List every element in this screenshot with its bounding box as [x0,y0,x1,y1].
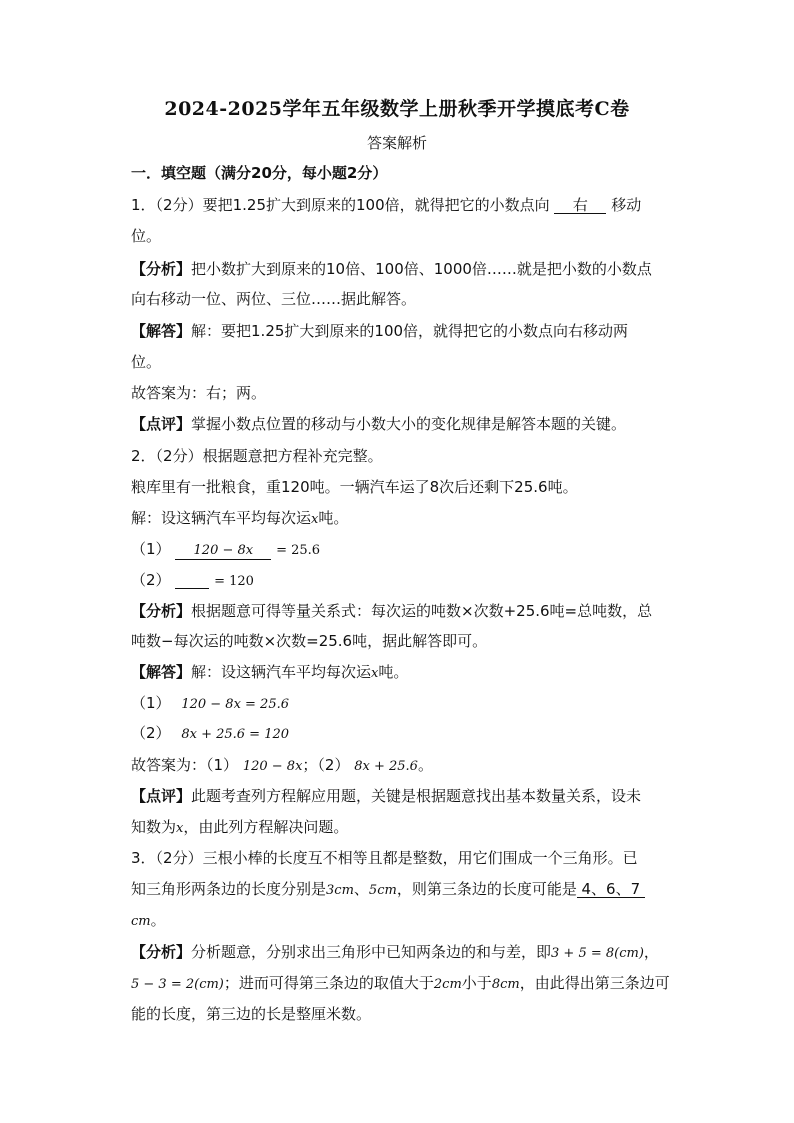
q3-unit: cm [131,914,151,929]
q2-eq1-label: （1） [131,540,171,558]
q2-comment-cont-text: 知数为 [131,818,177,836]
page-subtitle: 答案解析 [366,134,427,152]
q2-sol2 [131,723,289,745]
q2-eq2-blank [175,572,209,589]
q3-sum-expr: 3 + 5 = 8(cm) [551,946,644,961]
q3-analysis-less: 小于 [461,974,492,992]
q1-analysis-cont: 向右移动一位、两位、三位……据此解答。 [131,290,417,308]
q3-stem-end [131,910,166,932]
q3-lower-bound: 2cm [433,977,462,992]
solution-tag: 【解答】 [131,663,192,681]
q2-solution [131,662,408,684]
q2-let-text: 解：设这辆汽车平均每次运 [131,509,312,527]
q3-stem-tail: ，则第三条边的长度可能是 [396,880,577,898]
q1-stem-text: 1．（2分）要把1.25扩大到原来的100倍，就得把它的小数点向 [131,196,550,214]
analysis-tag: 【分析】 [131,943,192,961]
analysis-tag: 【分析】 [131,602,192,620]
q1-solution [131,321,628,341]
q3-length-2: 5cm [368,883,397,898]
q3-analysis-end: 能的长度，第三边的长是整厘米数。 [131,1005,372,1023]
q3-analysis [131,942,659,964]
q2-solution-unit: 吨。 [378,663,409,681]
q2-eq2 [131,570,254,592]
section-heading: 一．填空题（满分20分，每小题2分） [131,164,388,182]
q3-stem-cont [131,879,645,901]
q1-analysis [131,259,652,279]
q2-eq2-rhs: = 120 [214,574,254,589]
q1-answer: 故答案为：右；两。 [131,384,267,402]
comment-tag: 【点评】 [131,415,192,433]
q1-stem-cont: 位。 [131,227,162,245]
q2-analysis [131,601,652,621]
q2-sol2-equation: 8x + 25.6 = 120 [181,727,290,742]
q2-analysis-cont: 吨数−每次运的吨数×次数=25.6吨，据此解答即可。 [131,632,488,650]
q3-answer-blank: 4、6、7 [577,881,645,898]
q2-eq1-rhs: = 25.6 [276,543,321,558]
q2-solution-text: 解：设这辆汽车平均每次运 [191,663,372,681]
q2-comment-cont [131,817,348,839]
q3-upper-bound: 8cm [491,977,520,992]
q2-eq1-blank: 120 − 8x [175,543,271,560]
q1-comment-text: 掌握小数点位置的移动与小数大小的变化规律是解答本题的关键。 [191,415,627,433]
variable-x: x [311,512,319,527]
q1-stem-tail: 移动 [611,196,642,214]
variable-x: x [176,821,184,836]
q3-analysis-tail: ，由此得出第三条边可 [519,974,670,992]
q2-analysis-text: 根据题意可得等量关系式：每次运的吨数×次数+25.6吨=总吨数，总 [191,602,653,620]
q2-answer-expr1: 120 − 8x [242,759,303,774]
q2-sol1 [131,693,289,715]
q2-answer-text: 故答案为：（1） [131,756,239,774]
q3-stem: 3．（2分）三根小棒的长度互不相等且都是整数，用它们围成一个三角形。已 [131,849,638,867]
q2-let-unit: 吨。 [318,509,349,527]
q3-analysis-text: 分析题意，分别求出三角形中已知两条边的和与差，即 [191,943,552,961]
q2-sol1-label: （1） [131,694,171,712]
q3-stem-text: 知三角形两条边的长度分别是 [131,880,327,898]
q1-solution-cont: 位。 [131,353,162,371]
q1-solution-text: 解：要把1.25扩大到原来的100倍，就得把它的小数点向右移动两 [191,322,629,340]
q2-sol1-equation: 120 − 8x = 25.6 [181,697,290,712]
q2-answer-expr2: 8x + 25.6 [354,759,418,774]
q3-analysis-sep: ， [643,943,659,961]
q2-sol2-label: （2） [131,724,171,742]
q2-comment-cont-tail: ，由此列方程解决问题。 [183,818,349,836]
q2-eq2-label: （2） [131,571,171,589]
q2-answer-sep: ；（2） [302,756,350,774]
q1-comment [131,414,626,434]
q2-let [131,508,348,530]
q3-analysis-cont [131,973,670,995]
q2-context: 粮库里有一批粮食，重120吨。一辆汽车运了8次后还剩下25.6吨。 [131,478,578,496]
comment-tag: 【点评】 [131,787,192,805]
q3-sep: 、 [353,880,369,898]
q2-answer-end: 。 [417,756,433,774]
solution-tag: 【解答】 [131,322,192,340]
q3-diff-expr: 5 − 3 = 2(cm) [131,977,224,992]
q1-stem [131,195,641,215]
q3-analysis-cont-text: ；进而可得第三条边的取值大于 [223,974,434,992]
variable-x: x [371,666,379,681]
q2-answer [131,755,433,777]
q2-stem: 2．（2分）根据题意把方程补充完整。 [131,447,383,465]
q3-length-1: 3cm [326,883,354,898]
q1-analysis-text: 把小数扩大到原来的10倍、100倍、1000倍……就是把小数的小数点 [191,260,652,278]
q2-comment-text: 此题考查列方程解应用题，关键是根据题意找出基本数量关系，设未 [191,787,642,805]
q1-answer-blank: 右 [554,197,606,214]
q3-stem-end-mark: 。 [150,911,166,929]
q2-comment [131,786,641,806]
page-title: 2024-2025学年五年级数学上册秋季开学摸底考C卷 [164,98,630,120]
q2-eq1 [131,539,320,561]
analysis-tag: 【分析】 [131,260,192,278]
